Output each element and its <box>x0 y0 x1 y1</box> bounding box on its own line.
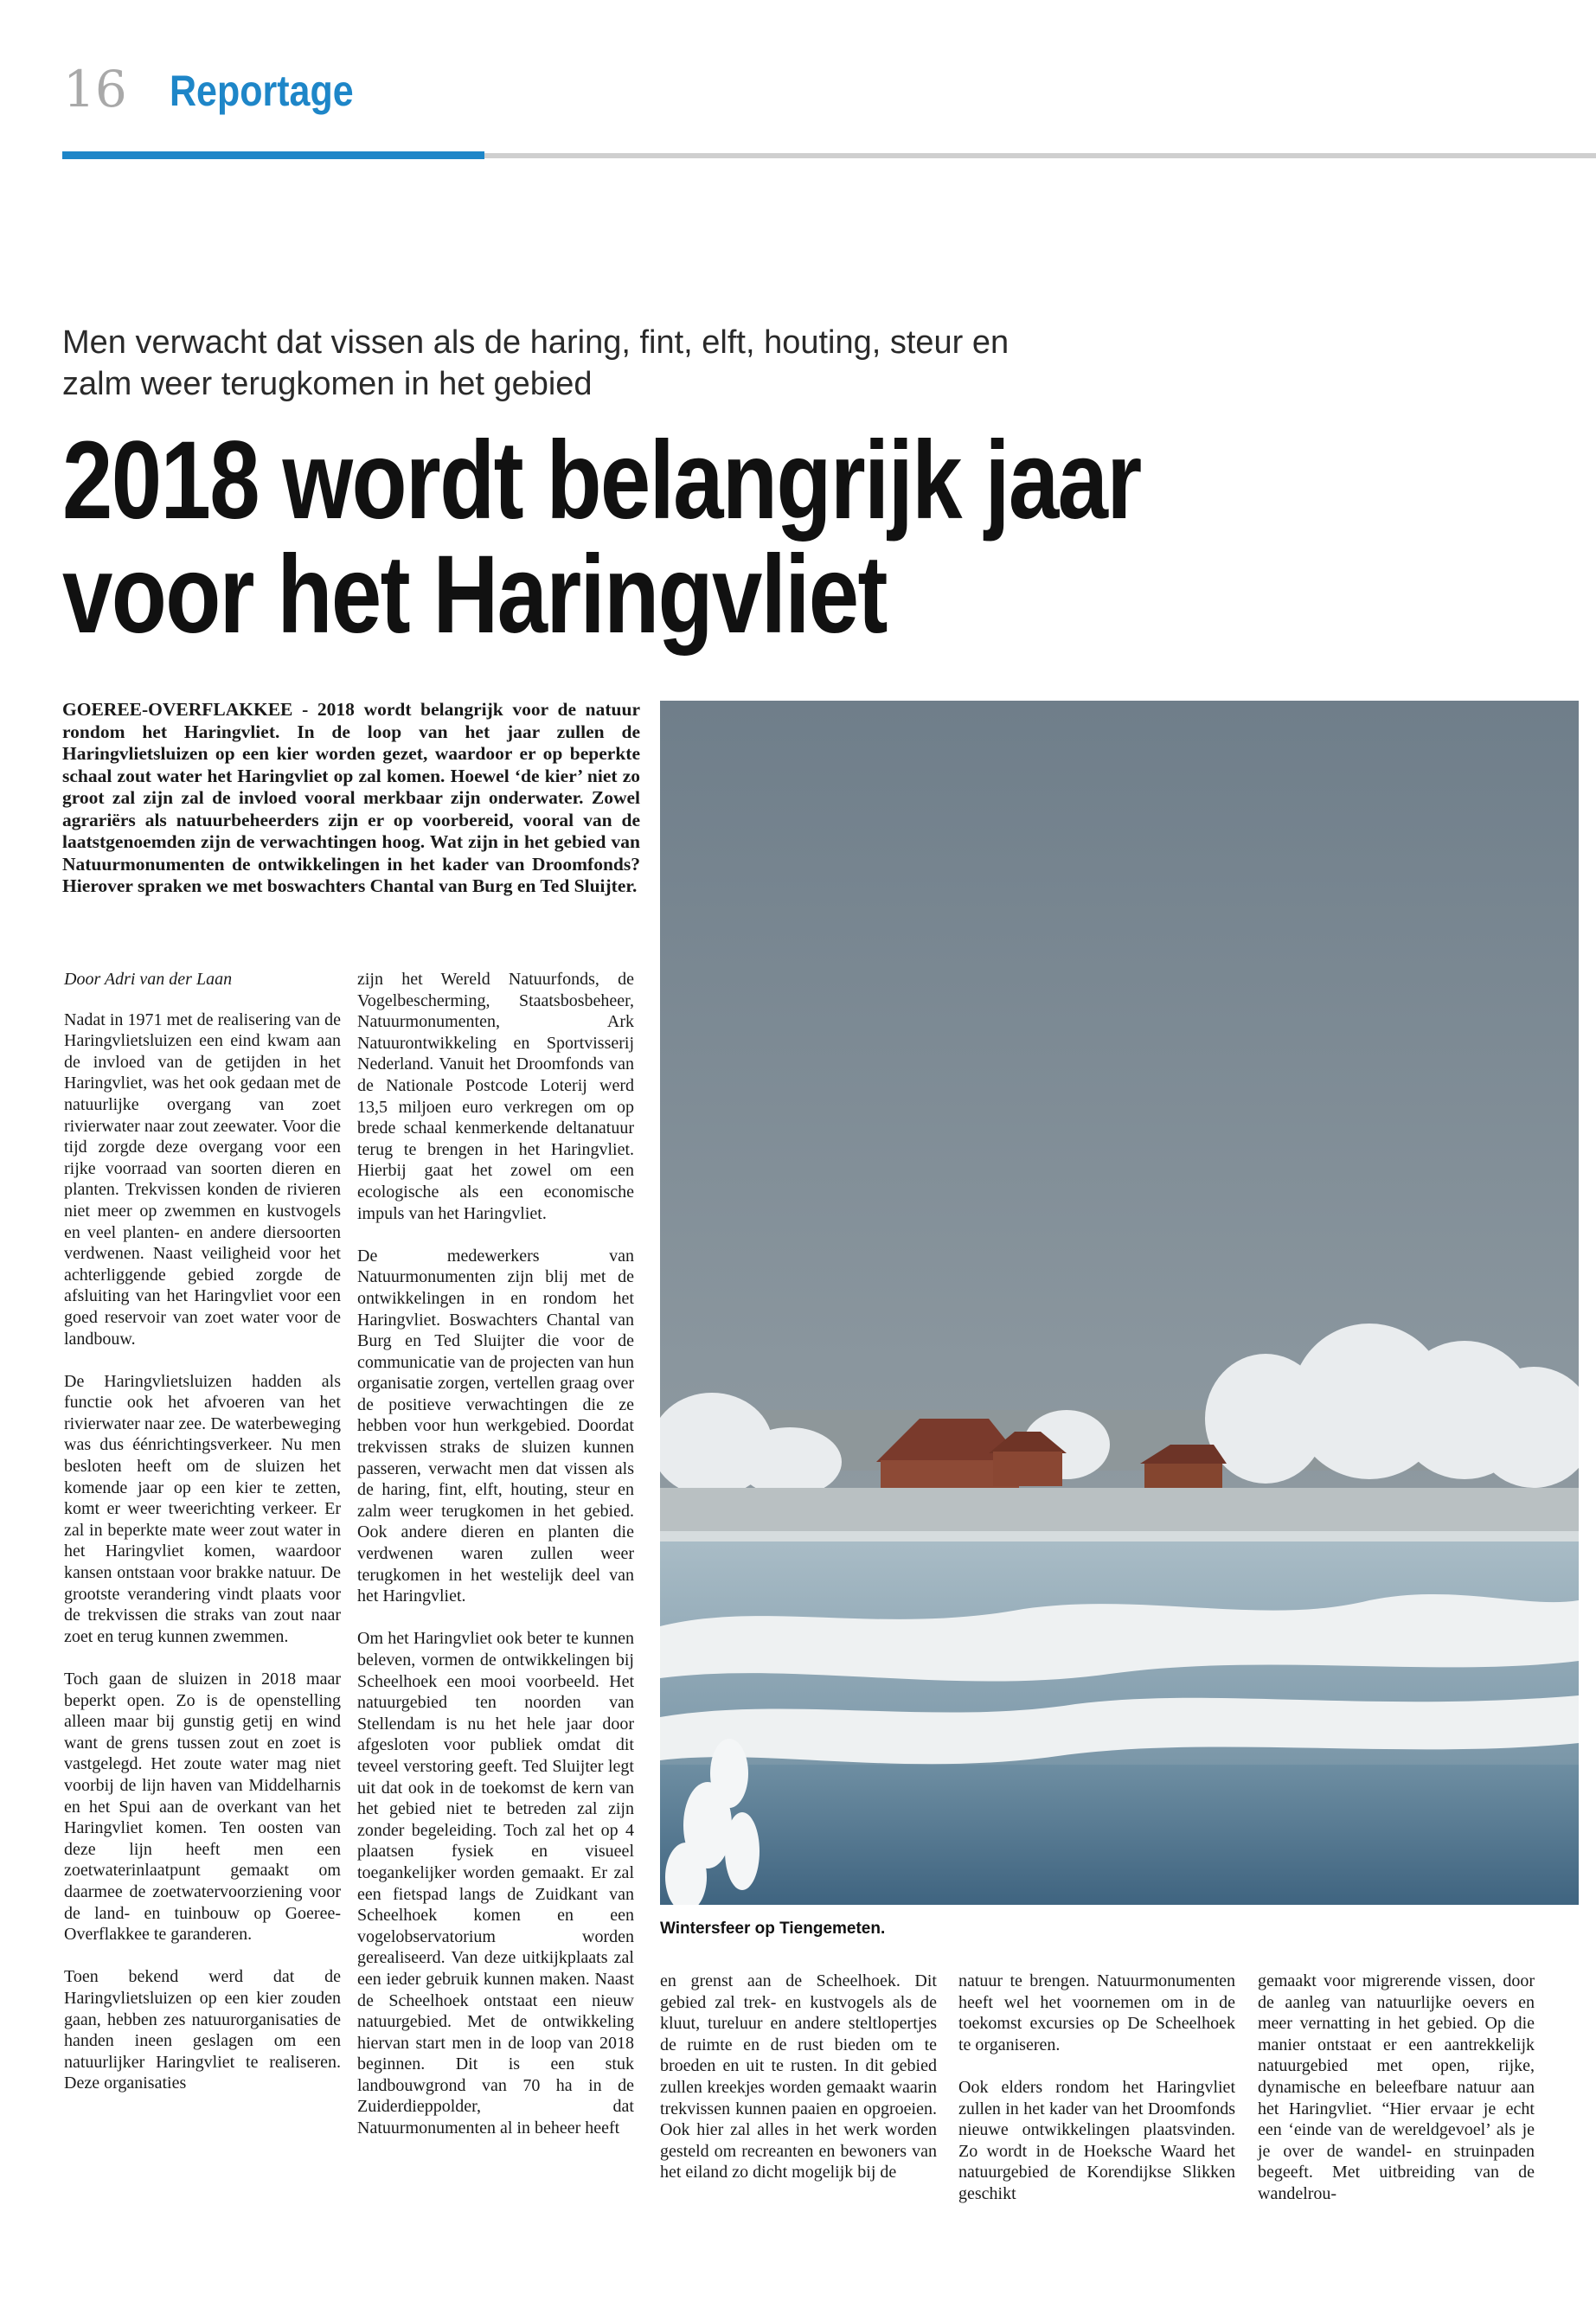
paragraph: Om het Haringvliet ook beter te kunnen beleven, vormen de ontwikkelingen bij Scheelhoek een mooi voorbeeld. Het natuurgebied ten noorden van Stellendam is nu het hele jaar door afgesloten voor publiek omdat dit teveel verstoring geeft. Ted Sluijter legt uit dat ook in de toekomst de kern van het gebied niet te betreden zal zijn zonder begeleiding. Toch zal het op 4 plaatsen fysiek en visueel toegankelijker worden gemaakt. Er zal een fietspad langs de Zuidkant van Scheelhoek komen en een vogelobservatorium worden gerealiseerd. Van deze uitkijkplaats zal een ieder gebruik kunnen maken. Naast de Scheelhoek ontstaat een nieuw natuurgebied. Met de ontwikkeling hiervan start men in de loop van 2018 beginnen. Dit is een stuk landbouwgrond van 70 ha in de Zuiderdieppolder, dat Natuurmonumenten al in beheer heeft <box>357 1629 634 2138</box>
article-column-4 <box>958 1971 1235 2226</box>
paragraph: zijn het Wereld Natuurfonds, de Vogelbescherming, Staatsbosbeheer, Natuurmonumenten, Ark Natuurontwikkeling en Sportvisserij Nederland. Vanuit het Droomfonds van de Nationale Postcode Loterij werd 13,5 miljoen euro verkregen om op brede schaal kenmerkende deltanatuur terug te brengen in het Haringvliet. Hierbij gaat het zowel om een ecologische als een economische impuls van het Haringvliet. <box>357 970 634 1223</box>
byline: Door Adri van der Laan <box>64 970 233 989</box>
article-column-3 <box>660 1971 937 2205</box>
article-column-5 <box>1258 1971 1535 2226</box>
article-column-1 <box>64 969 341 2115</box>
paragraph: Toch gaan de sluizen in 2018 maar beperkt open. Zo is de openstelling alleen maar bij gunstig getij en wind want de grens tussen zout en zoet is vastgelegd. Het zoute water mag niet voorbij de lijn haven van Middelharnis en het Spui aan de overkant van het Haringvliet komen. Ten oosten van deze lijn heeft men een zoetwaterinlaatpunt gemaakt om daarmee de zoetwatervoorziening voor de land- en tuinbouw op Goeree-Overflakkee te garanderen. <box>64 1670 341 1945</box>
article-intro: GOEREE-OVERFLAKKEE - 2018 wordt belangrijk voor de natuur rondom het Haringvliet. In de loop van het jaar zullen de Haringvlietsluizen op een kier worden gezet, waardoor er op beperkte schaal zout water het Haringvliet op zal komen. Hoewel ‘de kier’ niet zo groot zal zijn zal de invloed vooral merkbaar zijn onderwater. Zowel agrariërs als natuurbeheerders zijn er op voorbereid, vooral van de laatstgenoemden zijn de verwachtingen hoog. Wat zijn in het gebied van Natuurmonumenten de ontwikkelingen in het kader van Droomfonds? Hierover spraken we met boswachters Chantal van Burg en Ted Sluijter. <box>62 699 640 896</box>
paragraph: gemaakt voor migrerende vissen, door de aanleg van natuurlijke oevers en meer vernatting in het gebied. Op die manier ontstaat er een aantrekkelijk natuurgebied met open, rijke, dynamische en beleefbare natuur aan het Haringvliet. “Hier ervaar je echt een ‘einde van de wereldgevoel’ als je je over de wandel- en struinpaden begeeft. Met uitbreiding van de wandelrou- <box>1258 1971 1535 2203</box>
paragraph: Nadat in 1971 met de realisering van de Haringvlietsluizen een eind kwam aan de invloed van de getijden in het Haringvliet, was het ook gedaan met de natuurlijke overgang van zoet rivierwater naar zout zeewater. Voor die tijd zorgde deze overgang voor een rijke voorraad van soorten dieren en planten. Trekvissen konden de rivieren niet meer op zwemmen en kustvogels en veel planten- en andere diersoorten verdwenen. Naast veiligheid voor het achterliggende gebied zorgde de afsluiting van het Haringvliet voor een goed reservoir van zoet water voor de landbouw. <box>64 1009 341 1349</box>
photo-caption: Wintersfeer op Tiengemeten. <box>660 1920 886 1938</box>
article-kicker: Men verwacht dat vissen als de haring, fint, elft, houting, steur en zalm weer terugkomen in het gebied <box>62 324 1010 402</box>
paragraph: natuur te brengen. Natuurmonumenten heeft wel het voornemen om in de toekomst excursies op De Scheelhoek te organiseren. <box>958 1971 1235 2054</box>
article-photo <box>660 701 1579 1905</box>
paragraph: en grenst aan de Scheelhoek. Dit gebied zal trek- en kustvogels als de kluut, tureluur en andere steltlopertjes de ruimte en de rust bieden om te broeden en uit te rusten. In dit gebied zullen kreekjes worden gemaakt waarin trekvissen kunnen paaien en opgroeien. Ook hier zal alles in het werk worden gesteld om recreanten en bewoners van het eiland zo dicht mogelijk bij de <box>660 1971 937 2182</box>
header-rule-accent <box>62 151 484 159</box>
header-rule <box>484 153 1596 158</box>
section-title: Reportage <box>170 67 354 115</box>
paragraph: Toen bekend werd dat de Haringvlietsluizen op een kier zouden gaan, hebben zes natuurorganisaties de handen ineen geslagen om een natuurlijker Haringvliet te realiseren. Deze organisaties <box>64 1967 341 2093</box>
article-column-2 <box>357 969 634 2160</box>
paragraph: Ook elders rondom het Haringvliet zullen in het kader van het Droomfonds nieuwe ontwikkelingen plaatsvinden. Zo wordt in de Hoeksche Waard het natuurgebied de Korendijkse Slikken geschikt <box>958 2077 1235 2203</box>
article-headline: 2018 wordt belangrijk jaar voor het Haringvliet <box>62 419 1141 657</box>
paragraph: De Haringvlietsluizen hadden als functie ook het afvoeren van het rivierwater naar zee. De waterbeweging was dus éénrichtingsverkeer. Nu men besloten heeft om de sluizen het komende jaar op een kier te zetten, komt er weer tweerichting verkeer. Er zal in beperkte mate weer zout water in het Haringvliet komen, waardoor kansen ontstaan voor brakke natuur. De grootste verandering vindt plaats voor de trekvissen die straks van zout naar zoet en terug kunnen zwemmen. <box>64 1371 341 1646</box>
paragraph: De medewerkers van Natuurmonumenten zijn blij met de ontwikkelingen in en rondom het Haringvliet. Boswachters Chantal van Burg en Ted Sluijter die voor de communicatie van de projecten van hun organisatie zorgen, vertellen graag over de positieve verwachtingen die ze hebben voor hun werkgebied. Doordat trekvissen straks de sluizen kunnen passeren, verwacht men dat vissen als de haring, fint, elft, houting, steur en zalm weer terugkomen in het gebied. Ook andere dieren en planten die verdwenen waren zullen weer terugkomen in het westelijk deel van het Haringvliet. <box>357 1246 634 1606</box>
page-number: 16 <box>63 60 127 119</box>
